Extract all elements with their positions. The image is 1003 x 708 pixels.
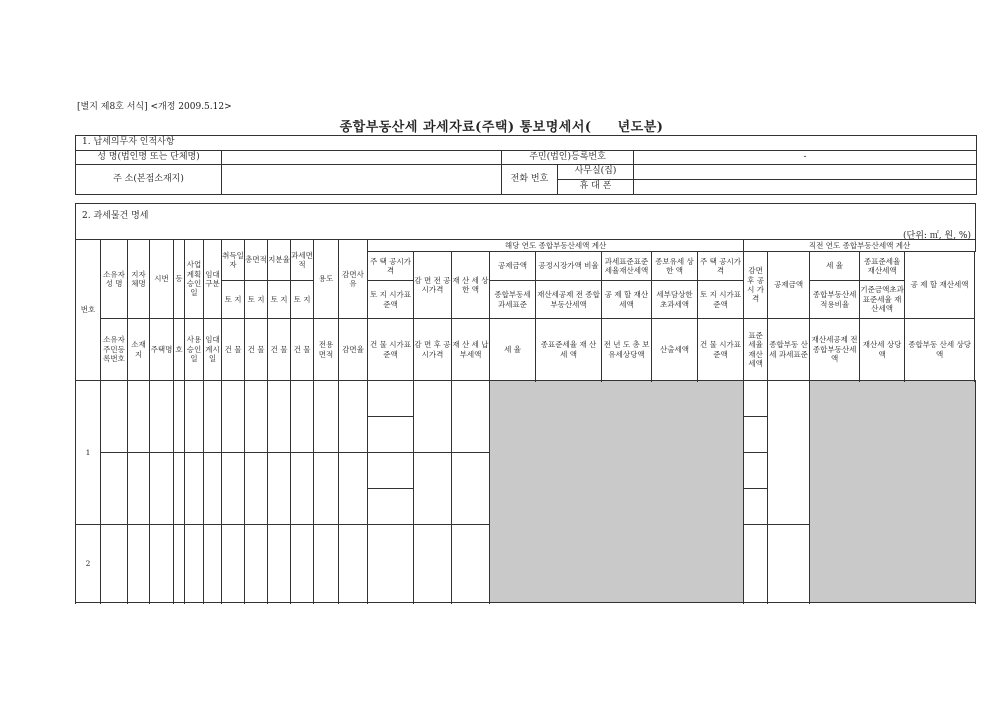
p-taxbase-ratio-header: 종합부동산세 적용비율 <box>810 281 860 319</box>
table-cell[interactable] <box>185 381 204 453</box>
p-prop-equiv-header: 재산세 상당액 <box>860 319 905 381</box>
fair-ratio-header: 공정시장가액 비율 <box>536 252 602 281</box>
table-cell[interactable] <box>414 453 452 525</box>
location-header: 소재지 <box>128 319 150 381</box>
p-std-rate-header: 종표준세율 재산세액 <box>860 252 905 281</box>
table-cell[interactable] <box>268 381 291 453</box>
owner-id-header: 소유자 주민등 록번호 <box>101 319 128 381</box>
current-year-group: 해당 연도 종합부동산세액 계산 <box>368 240 744 252</box>
table-cell[interactable] <box>101 525 128 603</box>
no-header: 번호 <box>76 240 101 381</box>
table-cell[interactable] <box>245 381 268 453</box>
exempt-after-header: 감 면 후 공시가격 <box>414 319 452 381</box>
table-cell[interactable] <box>222 525 245 603</box>
bldg-price-header: 건 물 시가표준액 <box>368 319 414 381</box>
table-cell[interactable] <box>174 381 185 453</box>
owner-name-header: 소유자 성 명 <box>101 240 128 319</box>
deduct-amount-header: 공제금액 <box>490 252 536 281</box>
table-cell[interactable] <box>101 453 128 525</box>
row-number: 1 <box>76 381 101 525</box>
table-cell[interactable] <box>368 525 414 603</box>
shaded-area-current <box>490 381 744 603</box>
mobile-label: 휴 대 폰 <box>558 180 634 195</box>
table-cell[interactable] <box>128 525 150 603</box>
p-rate-header: 세 율 <box>810 252 860 281</box>
prop-deduct-header: 재산세공제 전 종합부동산세액 <box>536 281 602 319</box>
exempt-rate-header: 감면율 <box>339 319 368 381</box>
table-cell[interactable] <box>150 453 174 525</box>
address-label: 주 소(본점소재지) <box>76 165 222 195</box>
rent-reg-header: 임대계시일 <box>204 319 222 381</box>
table-cell[interactable] <box>204 525 222 603</box>
burden-over-header: 세부담상한 초과세액 <box>652 281 698 319</box>
form-reference: [별지 제8호 서식] <개정 2009.5.12> <box>77 102 232 112</box>
tax-base-header: 종합부동세 과세표준 <box>490 281 536 319</box>
phone-label: 전화 번호 <box>502 165 558 195</box>
form-title <box>0 116 1003 135</box>
section2-header <box>75 203 976 240</box>
table-cell[interactable] <box>291 381 314 453</box>
p-over-header: 기준금액초과 표준세율 재산세액 <box>860 281 905 319</box>
dong-header: 동 <box>174 240 185 319</box>
row-number: 2 <box>76 525 101 603</box>
biz-approval-header: 사업계획승인일 <box>185 240 204 319</box>
table-cell[interactable] <box>768 525 810 603</box>
rate-header: 세 율 <box>490 319 536 381</box>
tax-area-header: 과세면적 <box>291 240 314 281</box>
table-cell[interactable] <box>150 381 174 453</box>
p-std-tax-header: 표준 세율 재산 세액 <box>744 319 768 381</box>
unit-note: (단위: ㎡, 원, %) <box>903 231 971 241</box>
table-cell[interactable] <box>452 525 490 603</box>
land-header-4: 토 지 <box>291 281 314 319</box>
table-cell[interactable] <box>204 453 222 525</box>
p-exempt-after-header: 감면 후 공시 가격 <box>744 252 768 319</box>
mobile-value[interactable] <box>634 180 977 195</box>
exclusive-area-header: 전용 면적 <box>314 319 339 381</box>
tax-object-table <box>75 239 976 603</box>
table-cell[interactable] <box>101 381 128 453</box>
land-header-2: 토 지 <box>245 281 268 319</box>
use-approval-header: 사용승인일 <box>185 319 204 381</box>
table-cell[interactable] <box>368 381 414 417</box>
prior-year-group: 직전 연도 종합부동산세액 계산 <box>744 240 976 252</box>
office-label: 사무실(집) <box>558 165 634 180</box>
id-label: 주민(법인)등록번호 <box>502 151 634 165</box>
table-cell[interactable] <box>150 525 174 603</box>
bldg-header-2: 건 물 <box>245 319 268 381</box>
table-cell[interactable] <box>368 417 414 453</box>
table-cell[interactable] <box>339 381 368 453</box>
prop-paid-header: 재 산 세 납부세액 <box>452 319 490 381</box>
deduct-tax-header: 공 제 할 재산세액 <box>602 281 652 319</box>
title-main: 종합부동산세 과세자료(주택) 통보명세서( <box>339 120 592 135</box>
hold-limit-header: 종보유세 상 한 액 <box>652 252 698 281</box>
ho-header: 호 <box>174 319 185 381</box>
sigungu-header: 시번 <box>150 240 174 319</box>
table-cell[interactable] <box>744 381 768 417</box>
office-phone-value[interactable] <box>634 165 977 180</box>
table-cell[interactable] <box>128 381 150 453</box>
exempt-reason-header: 감면사유 <box>339 240 368 319</box>
table-cell[interactable] <box>314 525 339 603</box>
bldg-header-1: 건 물 <box>222 319 245 381</box>
table-cell[interactable] <box>368 489 414 525</box>
bldg-header-4: 건 물 <box>291 319 314 381</box>
p-land-header: 토 지 시가표준액 <box>698 281 744 319</box>
table-cell[interactable] <box>744 417 768 453</box>
table-cell[interactable] <box>204 381 222 453</box>
acq-date-header: 취득일자 <box>222 240 245 281</box>
table-cell[interactable] <box>268 453 291 525</box>
table-cell[interactable] <box>128 453 150 525</box>
land-price-header: 토 지 시가표준액 <box>368 281 414 319</box>
p-taxbase-header: 종합부동 산세 과세표준 <box>768 319 810 381</box>
table-cell[interactable] <box>414 525 452 603</box>
section2-title: 2. 과세물건 명세 <box>82 211 149 221</box>
prev-hold-header: 전 년 도 총 보유세상당액 <box>602 319 652 381</box>
table-cell[interactable] <box>368 453 414 489</box>
id-value[interactable]: - <box>634 151 977 165</box>
table-cell[interactable] <box>268 525 291 603</box>
table-cell[interactable] <box>245 453 268 525</box>
title-suffix: 년도분) <box>617 120 664 135</box>
table-cell[interactable] <box>222 453 245 525</box>
std-rate-prop-header: 종표준세율 재 산 세 액 <box>536 319 602 381</box>
table-cell[interactable] <box>314 453 339 525</box>
p-house-price-header: 주 택 공시가격 <box>698 252 744 281</box>
jiba-header: 지자 체명 <box>128 240 150 319</box>
table-cell[interactable] <box>339 525 368 603</box>
address-value[interactable] <box>222 165 502 195</box>
rent-type-header: 임대구분 <box>204 240 222 319</box>
table-cell[interactable] <box>291 453 314 525</box>
shaded-area-prior <box>810 381 976 603</box>
table-cell[interactable] <box>185 525 204 603</box>
table-cell[interactable] <box>185 453 204 525</box>
share-header: 지분율 <box>268 240 291 281</box>
table-cell[interactable] <box>768 381 810 525</box>
p-deduct-tax-header: 공 제 할 재산세액 <box>905 252 975 319</box>
house-name-header: 주택명 <box>150 319 174 381</box>
table-cell[interactable] <box>174 453 185 525</box>
table-cell[interactable] <box>414 381 452 453</box>
table-cell[interactable] <box>174 525 185 603</box>
table-cell[interactable] <box>452 453 490 525</box>
section1-title: 1. 납세의무자 인적사항 <box>76 136 977 151</box>
usage-header: 용도 <box>314 240 339 319</box>
table-cell[interactable] <box>314 381 339 453</box>
prop-tax-limit-header: 재 산 세 상 한 액 <box>452 252 490 319</box>
std-rate-header: 과세표준표준 세율재산세액 <box>602 252 652 281</box>
table-cell[interactable] <box>291 525 314 603</box>
taxpayer-info-table <box>75 135 977 195</box>
p-total-equiv-header: 종합부동 산세 상당액 <box>905 319 975 381</box>
table-cell[interactable] <box>339 453 368 525</box>
house-price-header: 주 택 공시가격 <box>368 252 414 281</box>
total-area-header: 총면적 <box>245 240 268 281</box>
p-pre-deduct-header: 재산세공제 전 종합부동산세액 <box>810 319 860 381</box>
name-label: 성 명(법인명 또는 단체명) <box>76 151 222 165</box>
exempt-before-header: 감 면 전 공시가격 <box>414 252 452 319</box>
table-cell[interactable] <box>744 489 768 525</box>
calc-tax-header: 산출세액 <box>652 319 698 381</box>
p-deduct-amount-header: 공제금액 <box>768 252 810 319</box>
table-cell[interactable] <box>452 381 490 453</box>
table-cell[interactable] <box>222 381 245 453</box>
table-cell[interactable] <box>744 453 768 489</box>
land-header-3: 토 지 <box>268 281 291 319</box>
bldg-header-3: 건 물 <box>268 319 291 381</box>
land-header-1: 토 지 <box>222 281 245 319</box>
table-cell[interactable] <box>245 525 268 603</box>
p-bldg-header: 건 물 시가표준액 <box>698 319 744 381</box>
name-value[interactable] <box>222 151 502 165</box>
table-cell[interactable] <box>744 525 768 603</box>
